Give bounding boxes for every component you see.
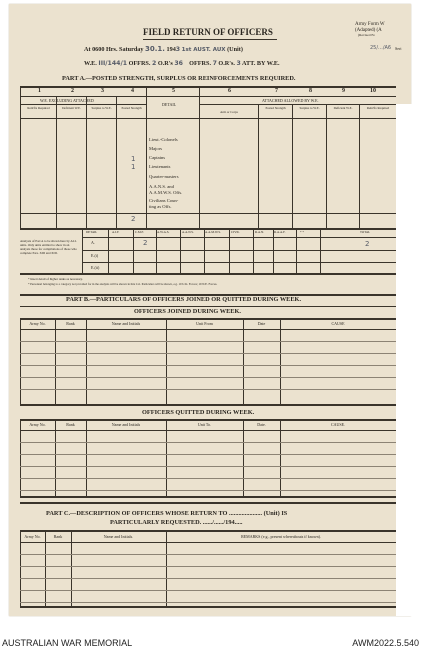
analysis-head: C.M.F. [135, 230, 144, 234]
offrs2-value: 7 [212, 60, 217, 67]
part-a-vline [292, 104, 293, 229]
analysis-vline [296, 229, 297, 273]
analysis-head: A.A.M.W.S. [205, 230, 221, 234]
att-label: ATT. BY W.E. [242, 60, 280, 67]
we-excluding-head: W.E. EXCLUDING ATTACHED [40, 98, 94, 103]
rank-label: Lieut.-Colonels [149, 137, 178, 142]
table-row-rule [20, 466, 396, 467]
table-vline [86, 318, 87, 404]
offrs-label: OFFRS. [128, 60, 151, 67]
part-a-title: PART A.—POSTED STRENGTH, SURPLUS OR REINFORCEMENTS REQUIRED. [62, 75, 296, 82]
time-line [84, 46, 243, 54]
analysis-vline [156, 229, 157, 273]
table-head: Army No. [29, 422, 46, 427]
table-row-rule [20, 566, 396, 567]
part-c-head-top-rule [20, 530, 396, 532]
rank-label: A.A.N.S. and [149, 184, 174, 189]
part-c-title-2: PARTICULARLY REQUESTED. [110, 519, 202, 526]
detail-head: DETAIL [162, 102, 177, 107]
analysis-row-label: E.(ii) [91, 265, 100, 270]
footnote-1: * Insert detail of higher ranks as necessary. [28, 277, 83, 281]
analysis-head: DETAIL [86, 230, 98, 234]
table-row-rule [20, 602, 396, 603]
column-subhead: Arm or Corps [220, 110, 238, 114]
column-subhead: Deficient W.E. [333, 106, 353, 110]
rank-label: Lieutenants [149, 164, 171, 169]
analysis-aif-a: 2 [143, 239, 148, 247]
part-a-head-rule [20, 118, 396, 119]
analysis-head: TOTAL [360, 230, 371, 234]
analysis-head: CIVIL [231, 230, 240, 234]
column-number: 6 [228, 88, 231, 94]
time-prefix: At 0600 Hrs. Saturday [84, 46, 144, 53]
quitted-title-rule [20, 419, 396, 421]
analysis-row-rule [82, 250, 396, 251]
analysis-vline [320, 229, 321, 273]
table-row-rule [20, 454, 396, 455]
offrs-value: 2 [151, 60, 157, 67]
table-head: Rank [66, 422, 75, 427]
analysis-vline [133, 229, 134, 273]
analysis-head: R.A.N. [255, 230, 265, 234]
analysis-head: A.W.A.S. [157, 230, 170, 234]
column-subhead: Rein'fts Required [27, 106, 50, 110]
ors-value: 36 [174, 60, 183, 67]
part-a-top-rule [20, 86, 396, 88]
quitted-title: OFFICERS QUITTED DURING WEEK. [142, 409, 255, 416]
analysis-row-label: E.(i) [91, 253, 99, 258]
column-subhead: Deficient W.E. [62, 106, 81, 110]
analysis-head: * * [300, 230, 304, 234]
part-c-title-1: PART C.—DESCRIPTION OF OFFICERS WHOSE RETURN TO [46, 510, 228, 517]
part-a-vline [116, 96, 117, 229]
rank-label: Majors [149, 146, 163, 151]
column-subhead: Surplus to W.E. [299, 106, 320, 110]
serial-label: Seri [395, 46, 402, 51]
rank-label: Captains [149, 155, 166, 160]
ors2-value: 3 [236, 60, 241, 67]
table-head: Rank [53, 534, 63, 539]
column-number: 1 [38, 88, 41, 94]
analysis-head: R.A.A.F. [274, 230, 286, 234]
serial-written: 25/.../A6 [370, 45, 392, 51]
date-year-prefix: 194 [166, 46, 176, 53]
we-excluding-rule [20, 104, 146, 105]
table-row-rule [20, 353, 396, 354]
analysis-note [20, 239, 78, 255]
column-number: 7 [275, 88, 278, 94]
table-vline [55, 318, 56, 404]
footer-right: AWM2022.5.540 [352, 638, 419, 648]
analysis-vline [204, 229, 205, 273]
table-head: Unit From [196, 321, 213, 326]
table-row-rule [20, 490, 396, 491]
part-b-title-rule [20, 306, 396, 307]
footnote-2: * Personnel belonging to a category not provided for in the analysis will be shown in this Col. Particulars will be shown, e.g. 10 U.K. Forces; 19 N.E. Forces. [28, 282, 218, 286]
part-a-vline [199, 86, 200, 229]
table-head: REMARKS (e.g., present whereabouts if known). [241, 534, 321, 539]
rank-label: Civilians Coun- [149, 198, 179, 203]
part-a-vline [359, 104, 360, 229]
date-day: 30.1. [145, 45, 165, 53]
form-ref: Army Form W [355, 22, 385, 27]
analysis-vline [229, 229, 230, 273]
part-a-vline [258, 104, 259, 229]
analysis-row-label: A. [91, 240, 95, 245]
posted-lieutenants: 1 [131, 163, 136, 171]
torn-edge [396, 104, 418, 616]
analysis-head: A.I.F. [112, 230, 120, 234]
table-row-rule [20, 377, 396, 378]
analysis-vline [82, 229, 83, 273]
table-bottom-rule [20, 404, 396, 406]
rank-label: ting as Offs. [149, 204, 172, 209]
column-subhead: Posted Strength [265, 106, 286, 110]
we-line [84, 61, 280, 67]
analysis-head: A.A.N.S. [182, 230, 194, 234]
table-row-rule [20, 442, 396, 443]
table-head: CAUSE. [330, 422, 346, 427]
form-sub2: (Revised Fe [358, 33, 375, 37]
column-subhead: Posted Strength [121, 106, 142, 110]
rank-label: Quarter-masters [149, 174, 179, 179]
part-c-line2 [110, 520, 243, 526]
attached-allowed-rule [199, 104, 396, 105]
unit-label: (Unit) [227, 46, 243, 53]
analysis-vline [273, 229, 274, 273]
analysis-head-rule [82, 237, 396, 238]
unit-written: 1st AUST. AUX [181, 47, 226, 53]
part-c-unit: (Unit) IS [263, 510, 288, 517]
table-head-rule [20, 430, 396, 431]
posted-captains: 1 [131, 155, 136, 163]
part-a-total-rule [20, 213, 396, 214]
part-c-line1 [46, 511, 287, 517]
table-head-rule [20, 329, 396, 330]
table-row-rule [20, 590, 396, 591]
part-c-date: ....../....../194..... [202, 519, 243, 526]
table-row-rule [20, 341, 396, 342]
part-b-title: PART B.—PARTICULARS OF OFFICERS JOINED OR QUITTED DURING WEEK. [66, 296, 302, 303]
table-bottom-rule [20, 606, 396, 608]
column-number: 8 [309, 88, 312, 94]
column-number: 2 [71, 88, 74, 94]
analysis-total-a: 2 [365, 240, 370, 248]
table-row-rule [20, 389, 396, 390]
column-number: 4 [131, 88, 134, 94]
rank-label: A.A.M.W.S. Offs. [149, 190, 183, 195]
table-bottom-rule [20, 496, 396, 498]
table-row-rule [20, 578, 396, 579]
table-vline [280, 318, 281, 404]
table-head: Unit To. [197, 422, 212, 427]
column-number: 9 [342, 88, 345, 94]
table-head: Army No. [24, 534, 41, 539]
analysis-bottom-rule [20, 273, 396, 275]
column-subhead: Surplus to W.E. [91, 106, 112, 110]
title-underline [143, 39, 277, 40]
offrs2-label: OFFRS. [189, 60, 212, 67]
table-head: Name and Initials. [103, 534, 134, 539]
part-c-top-rule [20, 502, 396, 504]
column-number: 3 [101, 88, 104, 94]
form-sub: (Adapted) (A [355, 28, 382, 33]
analysis-note-text: Analysis of Part A to be shown here by ALL units. Only units entitled to show in an analysis those for compilations of those who complete Pars. XIII and XIII. [20, 239, 77, 255]
table-head: Army No. [29, 321, 46, 326]
part-a-vline [146, 86, 147, 229]
table-vline [243, 318, 244, 404]
part-a-vline [20, 86, 21, 229]
part-a-vline [86, 96, 87, 229]
part-a-number-rule [20, 96, 396, 97]
column-number: 5 [172, 88, 175, 94]
joined-title-rule [20, 318, 396, 320]
analysis-vline [108, 229, 109, 273]
footer-left: AUSTRALIAN WAR MEMORIAL [2, 638, 133, 648]
joined-title: OFFICERS JOINED DURING WEEK. [134, 308, 241, 315]
we-value: III/144/1 [98, 60, 128, 67]
column-number: 10 [370, 88, 376, 94]
table-head-rule [20, 542, 396, 543]
table-vline [166, 318, 167, 404]
part-a-vline [56, 96, 57, 229]
table-head: CAUSE [331, 321, 345, 326]
table-head: Name and Initials [111, 422, 141, 427]
table-row-rule [20, 478, 396, 479]
table-head: Name and Initials [111, 321, 141, 326]
analysis-row-rule [82, 262, 396, 263]
table-row-rule [20, 365, 396, 366]
date-year: 3 [175, 46, 181, 53]
analysis-vline [180, 229, 181, 273]
column-subhead: Rein'fts Required [366, 106, 390, 110]
table-head: Rank [66, 321, 75, 326]
ors2-label: O.R's. [218, 60, 235, 67]
analysis-vline [253, 229, 254, 273]
part-a-vline [326, 104, 327, 229]
part-c-dots: ..................... [229, 510, 263, 517]
table-row-rule [20, 554, 396, 555]
attached-allowed-head: ATTACHED ALLOWED BY W.E. [262, 98, 319, 103]
posted-total: 2 [131, 215, 136, 223]
table-head: Date [257, 321, 266, 326]
table-head: Date. [257, 422, 266, 427]
form-title: FIELD RETURN OF OFFICERS [143, 27, 273, 37]
we-label: W.E. [84, 60, 97, 67]
table-vline [20, 318, 21, 404]
ors-label: O.R's [157, 60, 173, 67]
